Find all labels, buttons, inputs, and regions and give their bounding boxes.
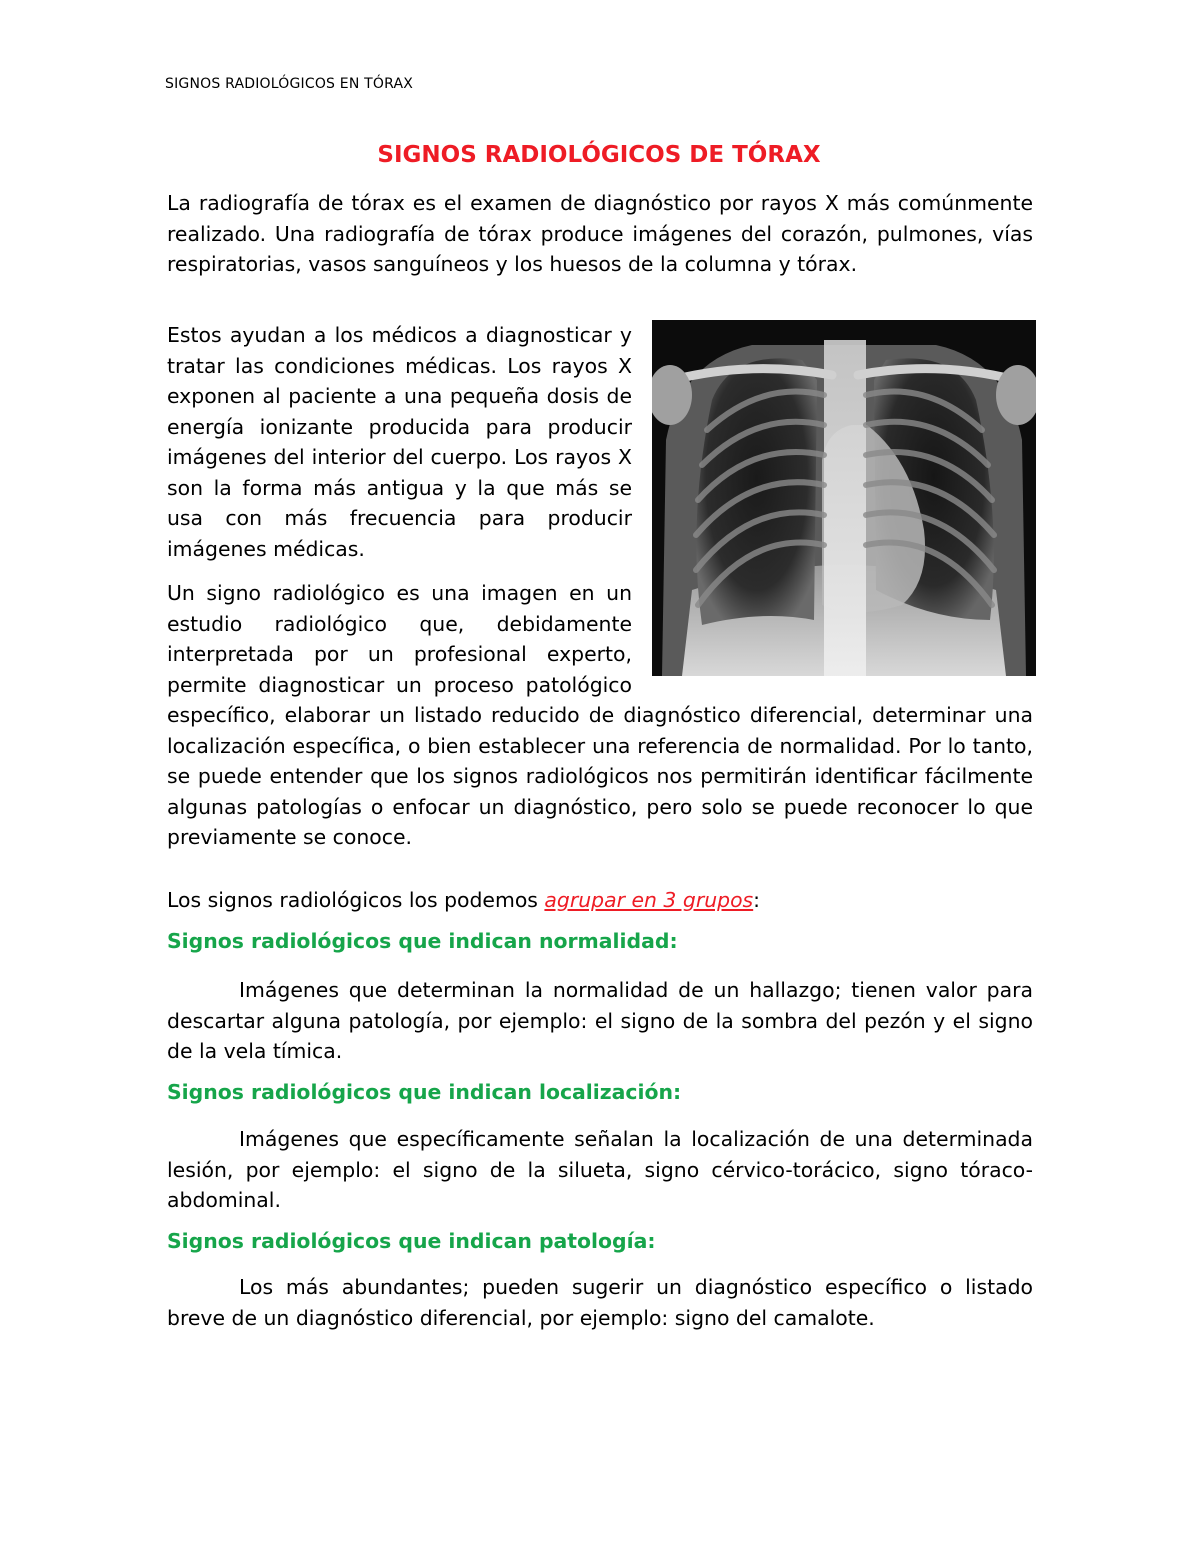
groups-intro-text: Los signos radiológicos los podemos — [167, 888, 545, 912]
groups-intro-colon: : — [753, 888, 761, 912]
intro-paragraph: La radiografía de tórax es el examen de diagnóstico por rayos X más comúnmente realizado. Una radiografía de tórax produce imágenes del corazón, pulmones, vías respiratorias, vasos sanguíneos y los huesos de la columna y tórax. — [167, 191, 1033, 276]
section-body-localizacion: Imágenes que específicamente señalan la localización de una determinada lesión, por ejemplo: el signo de la silueta, signo cérvico-torácico, signo tóraco-abdominal. — [167, 1127, 1033, 1212]
section-heading-patologia: Signos radiológicos que indican patología: — [167, 1229, 656, 1253]
section-body-normalidad: Imágenes que determinan la normalidad de un hallazgo; tienen valor para descartar alguna patología, por ejemplo: el signo de la sombra del pezón y el signo de la vela tímica. — [167, 978, 1033, 1063]
groups-link[interactable]: agrupar en 3 grupos — [544, 888, 754, 912]
groups-intro — [167, 885, 1033, 916]
section-heading-normalidad: Signos radiológicos que indican normalidad: — [167, 929, 678, 953]
section-heading-localizacion: Signos radiológicos que indican localización: — [167, 1080, 682, 1104]
running-header: SIGNOS RADIOLÓGICOS EN TÓRAX — [165, 76, 414, 92]
chest-xray-image — [652, 320, 1036, 676]
document-title: SIGNOS RADIOLÓGICOS DE TÓRAX — [377, 142, 821, 168]
text-with-image — [167, 320, 1033, 853]
paragraph-uses: Estos ayudan a los médicos a diagnosticar y tratar las condiciones médicas. Los rayos X exponen al paciente a una pequeña dosis de energía ionizante producida para producir imágenes del interior del cuerpo. Los rayos X son la forma más antigua y la que más se usa con más frecuencia para producir imágenes médicas. — [167, 323, 632, 561]
paragraph-signo-definition: Un signo radiológico es una imagen en un estudio radiológico que, debidamente interpretada por un profesional experto, permite diagnosticar un proceso patológico específico, elaborar un listado reducido de diagnóstico diferencial, determinar una localización específica, o bien establecer una referencia de normalidad. Por lo tanto, se puede entender que los signos radiológicos nos permitirán identificar fácilmente algunas patologías o enfocar un diagnóstico, pero solo se puede reconocer lo que previamente se conoce. — [167, 581, 1033, 849]
section-body-patologia: Los más abundantes; pueden sugerir un diagnóstico específico o listado breve de un diagnóstico diferencial, por ejemplo: signo del camalote. — [167, 1275, 1033, 1330]
